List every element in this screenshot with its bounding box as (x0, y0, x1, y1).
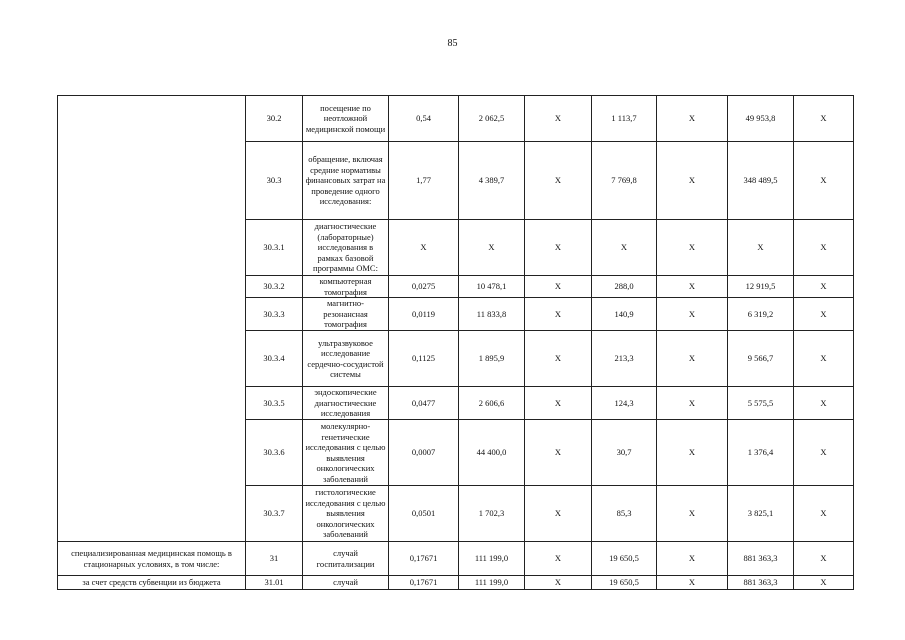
norm-volume-cell: 0,0119 (389, 298, 459, 331)
unit-cell: обращение, включая средние нормативы финансовых затрат на проведение одного исследования: (303, 142, 389, 220)
x-cell: X (794, 220, 854, 276)
norm-cost-cell: X (459, 220, 525, 276)
norm-volume-cell: 0,17671 (389, 542, 459, 576)
x-cell: X (525, 142, 592, 220)
x-cell: X (657, 576, 728, 590)
norm-cost-cell: 2 606,6 (459, 387, 525, 420)
total-cell: 5 575,5 (728, 387, 794, 420)
unit-cell: магнитно-резонансная томография (303, 298, 389, 331)
norm-cost-cell: 10 478,1 (459, 276, 525, 298)
norm-volume-cell: 0,17671 (389, 576, 459, 590)
norm-volume-cell: 0,0477 (389, 387, 459, 420)
table-row (58, 542, 854, 576)
code-cell: 30.3.5 (246, 387, 303, 420)
total-cell: 12 919,5 (728, 276, 794, 298)
code-cell: 30.3 (246, 142, 303, 220)
total-cell: 881 363,3 (728, 576, 794, 590)
x-cell: X (657, 331, 728, 387)
norm-cost-cell: 111 199,0 (459, 542, 525, 576)
x-cell: X (657, 276, 728, 298)
per-capita-cell: X (592, 220, 657, 276)
code-cell: 30.3.2 (246, 276, 303, 298)
financing-norms-table (57, 95, 854, 590)
norm-volume-cell: 0,1125 (389, 331, 459, 387)
total-cell: 3 825,1 (728, 486, 794, 542)
unit-cell: молекулярно-генетические исследования с целью выявления онкологических заболеваний (303, 420, 389, 486)
per-capita-cell: 1 113,7 (592, 96, 657, 142)
norm-volume-cell: 0,0501 (389, 486, 459, 542)
code-cell: 30.3.3 (246, 298, 303, 331)
code-cell: 30.2 (246, 96, 303, 142)
x-cell: X (657, 542, 728, 576)
x-cell: X (657, 387, 728, 420)
norm-volume-cell: 0,54 (389, 96, 459, 142)
x-cell: X (657, 220, 728, 276)
x-cell: X (525, 542, 592, 576)
x-cell: X (794, 276, 854, 298)
per-capita-cell: 140,9 (592, 298, 657, 331)
per-capita-cell: 19 650,5 (592, 576, 657, 590)
norm-volume-cell: 1,77 (389, 142, 459, 220)
code-cell: 30.3.7 (246, 486, 303, 542)
total-cell: X (728, 220, 794, 276)
x-cell: X (794, 542, 854, 576)
per-capita-cell: 19 650,5 (592, 542, 657, 576)
x-cell: X (657, 298, 728, 331)
unit-cell: случай (303, 576, 389, 590)
norm-cost-cell: 4 389,7 (459, 142, 525, 220)
unit-cell: гистологические исследования с целью выявления онкологических заболеваний (303, 486, 389, 542)
x-cell: X (525, 276, 592, 298)
x-cell: X (794, 298, 854, 331)
x-cell: X (525, 331, 592, 387)
per-capita-cell: 85,3 (592, 486, 657, 542)
x-cell: X (525, 387, 592, 420)
norm-cost-cell: 2 062,5 (459, 96, 525, 142)
total-cell: 49 953,8 (728, 96, 794, 142)
code-cell: 30.3.1 (246, 220, 303, 276)
total-cell: 348 489,5 (728, 142, 794, 220)
code-cell: 30.3.6 (246, 420, 303, 486)
x-cell: X (525, 96, 592, 142)
unit-cell: посещение по неотложной медицинской помощи (303, 96, 389, 142)
x-cell: X (794, 576, 854, 590)
norm-volume-cell: 0,0007 (389, 420, 459, 486)
total-cell: 6 319,2 (728, 298, 794, 331)
row-name-cell: за счет средств субвенции из бюджета (58, 576, 246, 590)
x-cell: X (794, 142, 854, 220)
x-cell: X (657, 486, 728, 542)
norm-cost-cell: 1 895,9 (459, 331, 525, 387)
x-cell: X (657, 420, 728, 486)
x-cell: X (657, 142, 728, 220)
unit-cell: компьютерная томография (303, 276, 389, 298)
code-cell: 31.01 (246, 576, 303, 590)
unit-cell: эндоскопические диагностические исследования (303, 387, 389, 420)
x-cell: X (794, 420, 854, 486)
norm-volume-cell: 0,0275 (389, 276, 459, 298)
x-cell: X (657, 96, 728, 142)
code-cell: 30.3.4 (246, 331, 303, 387)
norm-cost-cell: 11 833,8 (459, 298, 525, 331)
x-cell: X (794, 331, 854, 387)
norm-cost-cell: 1 702,3 (459, 486, 525, 542)
x-cell: X (794, 387, 854, 420)
x-cell: X (525, 576, 592, 590)
table-row (58, 576, 854, 590)
x-cell: X (525, 420, 592, 486)
page-number: 85 (447, 38, 458, 49)
x-cell: X (794, 486, 854, 542)
x-cell: X (525, 486, 592, 542)
x-cell: X (794, 96, 854, 142)
code-cell: 31 (246, 542, 303, 576)
unit-cell: случай госпитализации (303, 542, 389, 576)
row-name-cell: специализированная медицинская помощь в стационарных условиях, в том числе: (58, 542, 246, 576)
per-capita-cell: 288,0 (592, 276, 657, 298)
table-row (58, 96, 854, 142)
per-capita-cell: 124,3 (592, 387, 657, 420)
per-capita-cell: 213,3 (592, 331, 657, 387)
x-cell: X (525, 298, 592, 331)
unit-cell: диагностические (лабораторные) исследования в рамках базовой программы ОМС: (303, 220, 389, 276)
total-cell: 881 363,3 (728, 542, 794, 576)
total-cell: 1 376,4 (728, 420, 794, 486)
section-name-cell (58, 96, 246, 542)
norm-volume-cell: X (389, 220, 459, 276)
total-cell: 9 566,7 (728, 331, 794, 387)
per-capita-cell: 7 769,8 (592, 142, 657, 220)
norm-cost-cell: 111 199,0 (459, 576, 525, 590)
unit-cell: ультразвуковое исследование сердечно-сосудистой системы (303, 331, 389, 387)
per-capita-cell: 30,7 (592, 420, 657, 486)
x-cell: X (525, 220, 592, 276)
norm-cost-cell: 44 400,0 (459, 420, 525, 486)
